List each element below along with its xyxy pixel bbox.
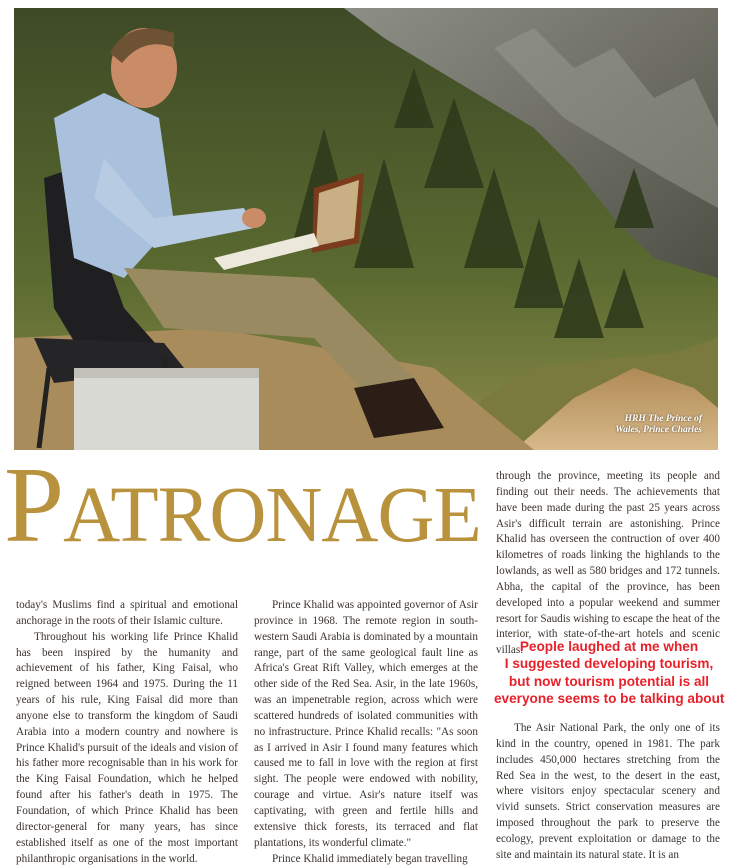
hero-photo xyxy=(14,8,718,450)
paragraph: Prince Khalid was appointed governor of Asir province in 1968. The remote region in south-western Saudi Arabia is dominated by a mountain range, part of the same geological fault line as Africa's Great Rift Valley, which emerges at the other side of the Red Sea. Asir, in the late 1960s, was an impenetrable region, across which were scattered hundreds of isolated communities with no infrastructure. Prince Khalid recalls: "As soon as I arrived in Asir I found many features which caused me to fall in love with the region at first sight. The people were endowed with nobility, courage and virtue. Asir's nature itself was captivating, with green and fertile hills and extensive thick forests, its terraced and flat plantations, its wonderful climate." xyxy=(254,598,478,852)
pull-quote-line: but now tourism potential is all xyxy=(494,673,724,690)
article-column-3-bottom xyxy=(496,721,720,864)
paragraph: today's Muslims find a spiritual and emotional anchorage in the roots of their Islamic culture. xyxy=(16,598,238,630)
article-column-2 xyxy=(254,598,478,867)
headline-first-letter: P xyxy=(4,446,63,565)
headline xyxy=(4,452,481,560)
pull-quote-line: everyone seems to be talking about xyxy=(494,690,724,707)
pull-quote-line: People laughed at me when xyxy=(494,638,724,655)
paragraph: Throughout his working life Prince Khalid has been inspired by the humanity and achievement of his father, King Faisal, who reigned between 1964 and 1975. During the 11 years of his rule, King Faisal did more than anyone else to transform the kingdom of Saudi Arabia into a modern country and nowhere is Prince Khalid's pursuit of the ideals and vision of his father more recognisable than in his work for the King Faisal Foundation, which he helped found after his father's death in 1975. The Foundation, of which Prince Khalid has been director-general for many years, has since established itself as one of the most important philanthropic organisations in the world. xyxy=(16,630,238,867)
pull-quote xyxy=(494,638,724,708)
paragraph: Prince Khalid immediately began travelling xyxy=(254,852,478,867)
headline-rest: ATRONAGE xyxy=(63,472,481,559)
paragraph: The Asir National Park, the only one of its kind in the country, opened in 1981. The park includes 450,000 hectares stretching from the Red Sea in the west, to the desert in the east, where visitors enjoy spectacular scenery and vivid sunsets. Strict conservation measures are imposed throughout the park to preserve the ecology, prevent exploitation or damage to the site and maintain its natural state. It is an xyxy=(496,721,720,864)
pull-quote-line: I suggested developing tourism, xyxy=(494,655,724,672)
photo-caption: HRH The Prince of Wales, Prince Charles xyxy=(612,414,702,436)
article-column-3-top xyxy=(496,469,720,659)
paragraph: through the province, meeting its people and finding out their needs. The achievements that have been made during the past 25 years across Asir's difficult terrain are astonishing. Prince Khalid has overseen the contruction of over 400 kilometres of roads linking the highlands to the lowlands, as well as 580 bridges and 172 tunnels. Abha, the capital of the province, has been developed into a popular weekend and summer resort for Saudis wishing to escape the heat of the interior, with state-of-the-art hotels and scenic villas. xyxy=(496,469,720,659)
article-column-1 xyxy=(16,598,238,867)
prince-painting-photo xyxy=(14,8,718,450)
